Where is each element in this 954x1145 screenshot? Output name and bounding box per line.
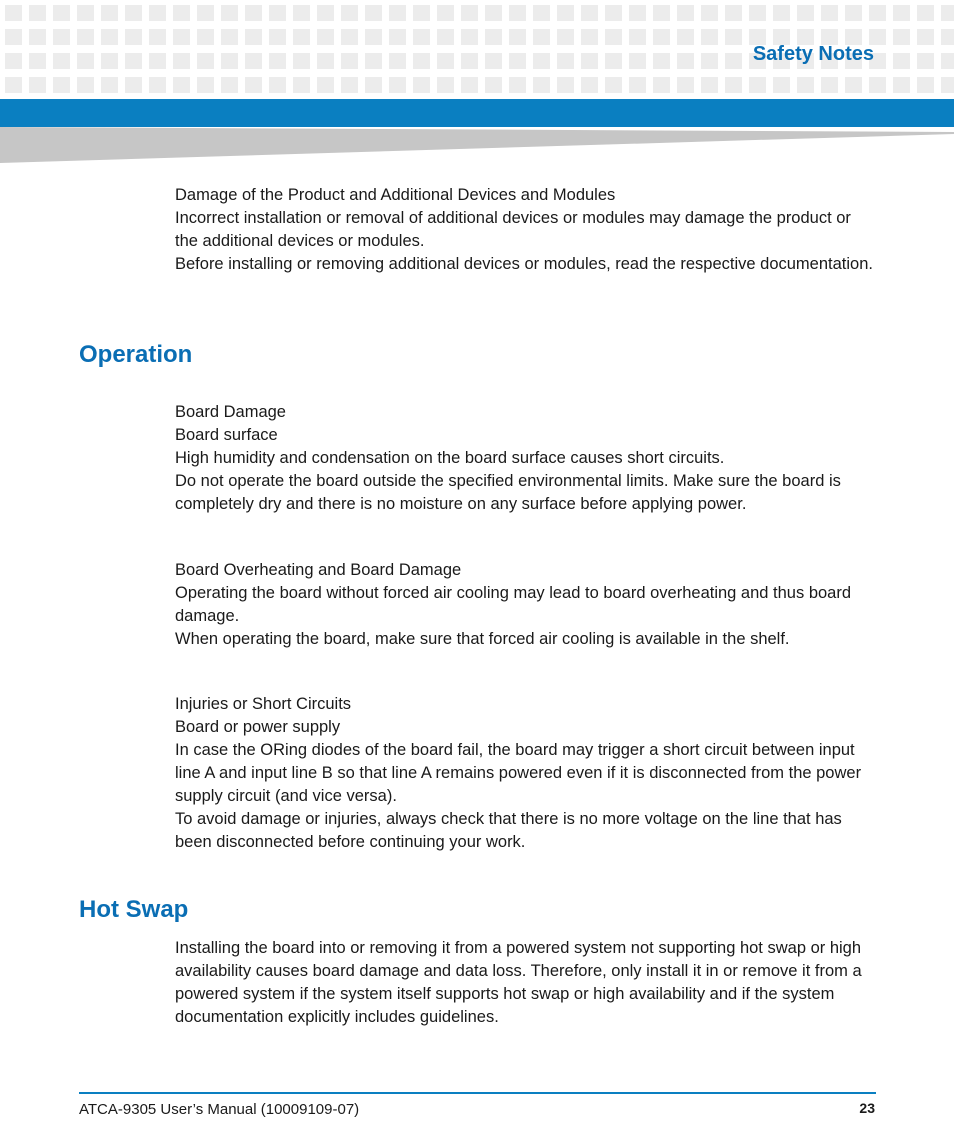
notice-title: Board Overheating and Board Damage	[175, 561, 462, 579]
pattern-tile	[773, 5, 790, 21]
pattern-tile	[605, 77, 622, 93]
notice-injuries	[175, 693, 875, 854]
footer-manual-title: ATCA-9305 User’s Manual (10009109-07)	[79, 1101, 360, 1118]
pattern-tile	[893, 53, 910, 69]
pattern-tile	[725, 5, 742, 21]
pattern-tile	[149, 53, 166, 69]
pattern-tile	[653, 53, 670, 69]
pattern-tile	[749, 5, 766, 21]
hot-swap-text-block	[175, 937, 875, 1029]
notice-title: Board Damage	[175, 403, 286, 421]
pattern-tile	[29, 77, 46, 93]
pattern-tile	[365, 29, 382, 45]
pattern-tile	[221, 5, 238, 21]
pattern-tile	[653, 77, 670, 93]
pattern-tile	[245, 29, 262, 45]
pattern-tile	[653, 5, 670, 21]
pattern-tile	[845, 77, 862, 93]
pattern-tile	[917, 53, 934, 69]
pattern-tile	[869, 77, 886, 93]
pattern-tile	[149, 77, 166, 93]
heading-hot-swap: Hot Swap	[79, 896, 189, 923]
pattern-tile	[533, 5, 550, 21]
pattern-tile	[77, 5, 94, 21]
pattern-tile	[629, 77, 646, 93]
pattern-tile	[269, 5, 286, 21]
notice-text: Do not operate the board outside the specified environmental limits. Make sure the board is completely dry and there is no moisture on any surface before applying power.	[175, 472, 841, 513]
pattern-tile	[413, 53, 430, 69]
pattern-tile	[917, 29, 934, 45]
pattern-tile	[725, 53, 742, 69]
pattern-tile	[29, 5, 46, 21]
pattern-tile	[221, 53, 238, 69]
pattern-tile	[677, 29, 694, 45]
pattern-tile	[269, 29, 286, 45]
pattern-tile	[293, 5, 310, 21]
pattern-tile	[605, 5, 622, 21]
pattern-tile	[605, 29, 622, 45]
pattern-tile	[533, 77, 550, 93]
notice-subtitle: Board surface	[175, 426, 278, 444]
pattern-tile	[701, 29, 718, 45]
notice-title: Damage of the Product and Additional Devices and Modules	[175, 186, 616, 204]
pattern-tile	[461, 29, 478, 45]
pattern-tile	[845, 5, 862, 21]
pattern-tile	[437, 77, 454, 93]
pattern-tile	[509, 29, 526, 45]
pattern-tile	[701, 5, 718, 21]
pattern-tile	[197, 77, 214, 93]
pattern-tile	[125, 5, 142, 21]
hot-swap-text: Installing the board into or removing it from a powered system not supporting hot swap or high availability causes board damage and data loss. Therefore, only install it in or remove it from a powered system if the system itself supports hot swap or high availability and if the system documentation explicitly includes guidelines.	[175, 939, 862, 1026]
pattern-tile	[53, 5, 70, 21]
pattern-tile	[701, 77, 718, 93]
pattern-tile	[77, 53, 94, 69]
pattern-tile	[125, 29, 142, 45]
pattern-tile	[725, 77, 742, 93]
pattern-tile	[941, 5, 954, 21]
notice-overheating	[175, 559, 875, 651]
pattern-tile	[893, 5, 910, 21]
pattern-tile	[341, 77, 358, 93]
pattern-tile	[317, 77, 334, 93]
pattern-tile	[221, 77, 238, 93]
pattern-tile	[389, 53, 406, 69]
notice-text: When operating the board, make sure that forced air cooling is available in the shelf.	[175, 630, 790, 648]
pattern-tile	[485, 77, 502, 93]
pattern-tile	[581, 29, 598, 45]
pattern-tile	[317, 29, 334, 45]
pattern-tile	[173, 53, 190, 69]
pattern-tile	[557, 29, 574, 45]
pattern-tile	[365, 5, 382, 21]
page-number: 23	[859, 1100, 875, 1116]
pattern-tile	[389, 29, 406, 45]
pattern-tile	[509, 5, 526, 21]
pattern-tile	[317, 53, 334, 69]
pattern-tile	[125, 53, 142, 69]
pattern-tile	[677, 5, 694, 21]
pattern-tile	[293, 29, 310, 45]
notice-text: Incorrect installation or removal of additional devices or modules may damage the product or the additional devices or modules.	[175, 209, 851, 250]
pattern-tile	[509, 53, 526, 69]
pattern-tile	[413, 77, 430, 93]
notice-text: High humidity and condensation on the board surface causes short circuits.	[175, 449, 725, 467]
pattern-tile	[341, 29, 358, 45]
pattern-tile	[581, 5, 598, 21]
pattern-tile	[245, 5, 262, 21]
pattern-tile	[293, 77, 310, 93]
pattern-tile	[53, 77, 70, 93]
pattern-tile	[461, 53, 478, 69]
pattern-tile	[797, 77, 814, 93]
pattern-tile	[605, 53, 622, 69]
pattern-tile	[5, 77, 22, 93]
pattern-tile	[581, 77, 598, 93]
pattern-tile	[389, 77, 406, 93]
pattern-tile	[245, 77, 262, 93]
pattern-tile	[461, 77, 478, 93]
notice-subtitle: Board or power supply	[175, 718, 341, 736]
pattern-tile	[221, 29, 238, 45]
pattern-tile	[509, 77, 526, 93]
pattern-tile	[629, 5, 646, 21]
pattern-tile	[437, 5, 454, 21]
heading-operation: Operation	[79, 341, 193, 368]
pattern-tile	[389, 5, 406, 21]
pattern-tile	[77, 29, 94, 45]
pattern-tile	[53, 29, 70, 45]
pattern-tile	[917, 5, 934, 21]
pattern-tile	[797, 5, 814, 21]
pattern-tile	[101, 29, 118, 45]
pattern-tile	[773, 77, 790, 93]
notice-text: To avoid damage or injuries, always check that there is no more voltage on the line that has been disconnected before continuing your work.	[175, 810, 842, 851]
pattern-tile	[629, 53, 646, 69]
header-grey-wedge	[0, 127, 954, 163]
pattern-tile	[197, 29, 214, 45]
pattern-tile	[365, 77, 382, 93]
pattern-tile	[53, 53, 70, 69]
pattern-tile	[101, 77, 118, 93]
pattern-tile	[485, 53, 502, 69]
notice-text: Before installing or removing additional devices or modules, read the respective documentation.	[175, 255, 873, 273]
notice-text: Operating the board without forced air cooling may lead to board overheating and thus board damage.	[175, 584, 852, 625]
pattern-tile	[557, 5, 574, 21]
pattern-tile	[869, 5, 886, 21]
pattern-tile	[197, 5, 214, 21]
notice-text: In case the ORing diodes of the board fail, the board may trigger a short circuit between input line A and input line B so that line A remains powered even if it is disconnected from the power supply circuit (and vice versa).	[175, 741, 862, 805]
pattern-tile	[341, 5, 358, 21]
pattern-tile	[533, 29, 550, 45]
notice-product-damage	[175, 184, 875, 276]
footer-rule	[79, 1092, 876, 1094]
pattern-tile	[725, 29, 742, 45]
pattern-tile	[5, 29, 22, 45]
pattern-tile	[461, 5, 478, 21]
pattern-tile	[29, 29, 46, 45]
pattern-tile	[485, 29, 502, 45]
pattern-tile	[5, 53, 22, 69]
pattern-tile	[893, 77, 910, 93]
pattern-tile	[893, 29, 910, 45]
pattern-tile	[5, 5, 22, 21]
pattern-tile	[29, 53, 46, 69]
pattern-tile	[173, 77, 190, 93]
pattern-tile	[125, 77, 142, 93]
pattern-tile	[101, 53, 118, 69]
pattern-tile	[677, 53, 694, 69]
header-blue-band	[0, 99, 954, 127]
pattern-tile	[101, 5, 118, 21]
pattern-tile	[701, 53, 718, 69]
pattern-tile	[941, 53, 954, 69]
pattern-tile	[77, 77, 94, 93]
pattern-tile	[437, 29, 454, 45]
pattern-tile	[173, 5, 190, 21]
pattern-tile	[821, 5, 838, 21]
pattern-tile	[197, 53, 214, 69]
pattern-tile	[581, 53, 598, 69]
pattern-tile	[149, 5, 166, 21]
pattern-tile	[437, 53, 454, 69]
pattern-tile	[173, 29, 190, 45]
notice-title: Injuries or Short Circuits	[175, 695, 352, 713]
pattern-tile	[245, 53, 262, 69]
pattern-tile	[317, 5, 334, 21]
pattern-tile	[485, 5, 502, 21]
pattern-tile	[821, 77, 838, 93]
running-header-title: Safety Notes	[752, 43, 874, 65]
notice-board-damage	[175, 401, 875, 516]
pattern-tile	[917, 77, 934, 93]
pattern-tile	[557, 77, 574, 93]
pattern-tile	[149, 29, 166, 45]
pattern-tile	[941, 29, 954, 45]
pattern-tile	[365, 53, 382, 69]
pattern-tile	[557, 53, 574, 69]
pattern-tile	[653, 29, 670, 45]
pattern-tile	[533, 53, 550, 69]
pattern-tile	[413, 29, 430, 45]
pattern-tile	[941, 77, 954, 93]
pattern-tile	[269, 53, 286, 69]
pattern-tile	[677, 77, 694, 93]
pattern-tile	[269, 77, 286, 93]
pattern-tile	[629, 29, 646, 45]
pattern-tile	[293, 53, 310, 69]
pattern-tile	[341, 53, 358, 69]
pattern-tile	[413, 5, 430, 21]
pattern-tile	[749, 77, 766, 93]
